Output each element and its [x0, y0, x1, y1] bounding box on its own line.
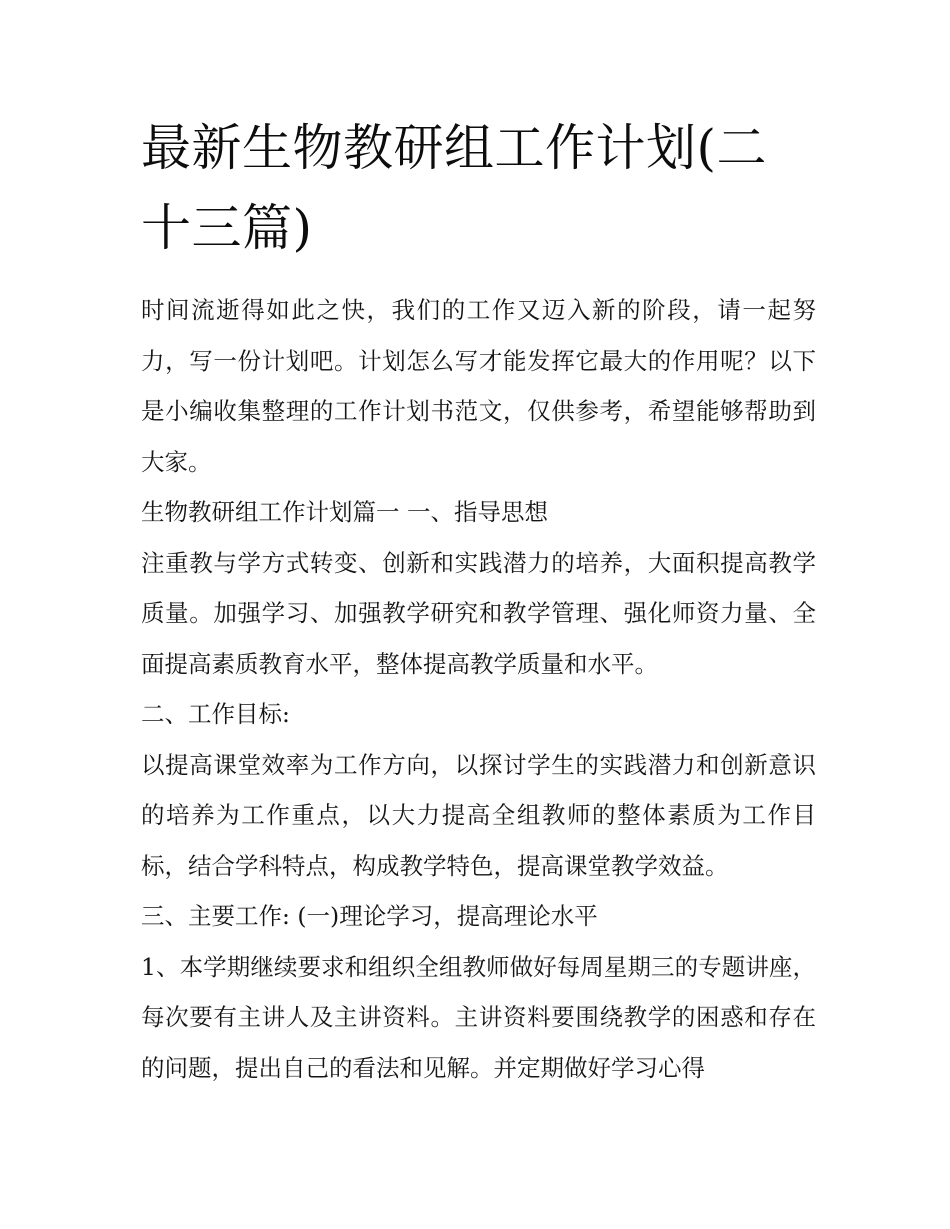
paragraph-section-heading-2: 二、工作目标: — [141, 700, 290, 728]
paragraph-guiding-ideas: 注重教与学方式转变、创新和实践潜力的培养，大面积提高教学质量。加强学习、加强教学研究和教学管理、强化师资力量、全面提高素质教育水平，整体提高教学质量和水平。 — [141, 548, 816, 678]
paragraph-intro: 时间流逝得如此之快，我们的工作又迈入新的阶段，请一起努力，写一份计划吧。计划怎么写才能发挥它最大的作用呢？以下是小编收集整理的工作计划书范文，仅供参考，希望能够帮助到大家。 — [141, 296, 816, 476]
paragraph-work-goals: 以提高课堂效率为工作方向，以探讨学生的实践潜力和创新意识的培养为工作重点，以大力提高全组教师的整体素质为工作目标，结合学科特点，构成教学特色，提高课堂教学效益。 — [141, 750, 816, 880]
document-page — [141, 108, 816, 1093]
paragraph-section-heading-3: 三、主要工作: (一)理论学习，提高理论水平 — [141, 902, 598, 930]
document-body — [141, 285, 816, 1093]
paragraph-theory-study: 1、本学期继续要求和组织全组教师做好每周星期三的专题讲座，每次要有主讲人及主讲资料。主讲资料要围绕教学的困惑和存在的问题，提出自己的看法和见解。并定期做好学习心得 — [141, 952, 816, 1082]
document-title: 最新生物教研组工作计划(二十三篇) — [141, 119, 768, 257]
paragraph-section-heading-1: 生物教研组工作计划篇一 一、指导思想 — [141, 498, 548, 526]
